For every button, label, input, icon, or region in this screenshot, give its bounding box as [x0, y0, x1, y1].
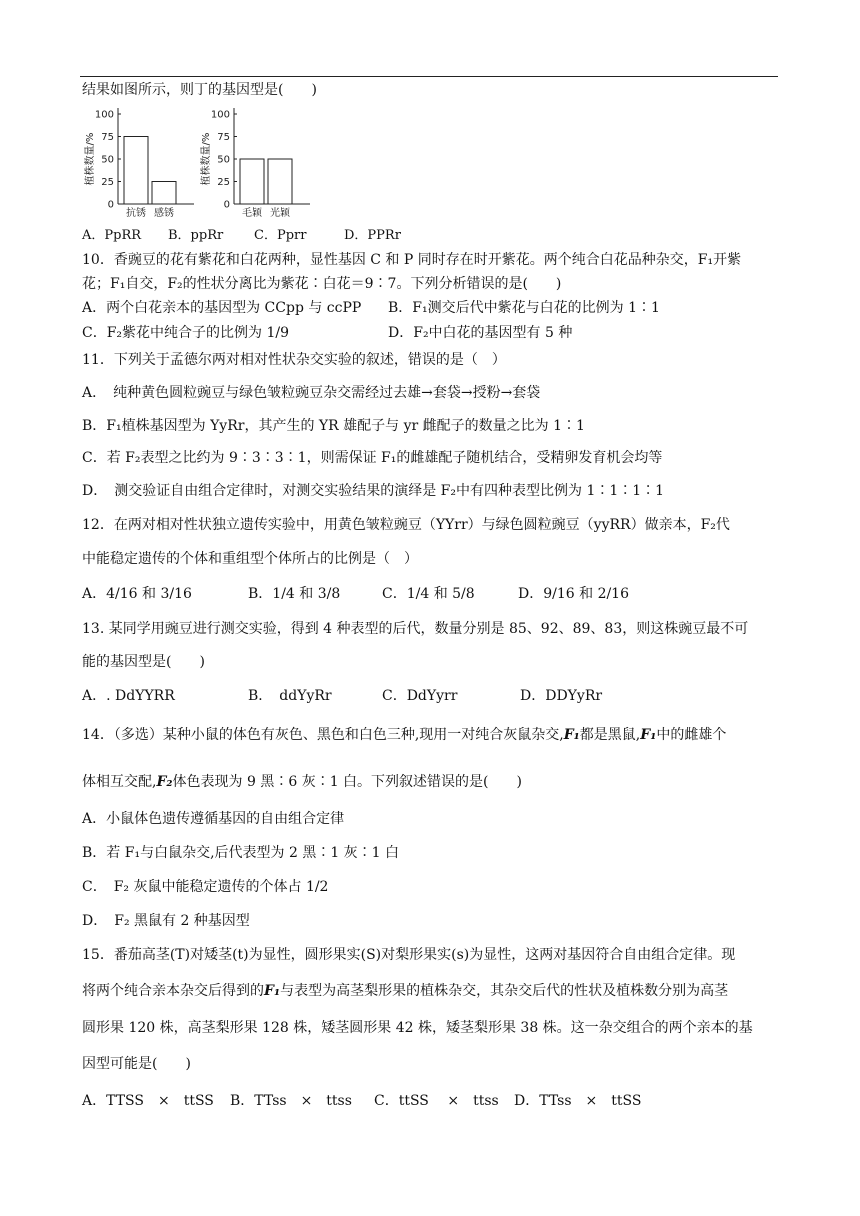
q15-option-b[interactable]: B．TTss × ttss: [230, 1093, 352, 1109]
x-tick-label: 毛颖: [242, 208, 262, 219]
q14-option-b[interactable]: B．若 F₁与白鼠杂交,后代表型为 2 黑∶1 灰∶1 白: [82, 845, 400, 861]
q15-stem-line2: [82, 981, 728, 1001]
bar-毛颖: [240, 159, 264, 204]
q11-option-b[interactable]: B．F₁植株基因型为 YyRr，其产生的 YR 雄配子与 yr 雌配子的数量之比为 1∶1: [82, 418, 585, 434]
q15-f1-label: F₁: [264, 983, 281, 999]
y-tick-label: 50: [101, 154, 114, 166]
q10-options-row2: [82, 323, 572, 343]
q10-option-d[interactable]: D．F₂中白花的基因型有 5 种: [388, 325, 573, 341]
q11-option-c[interactable]: C．若 F₂表型之比约为 9∶3∶3∶1，则需保证 F₁的雌雄配子随机结合，受精卵发育机会均等: [82, 450, 663, 466]
q13-stem-line2: 能的基因型是( ): [82, 654, 205, 670]
q14-stem-text-c: 中的雌雄个: [656, 727, 727, 743]
q15-option-a[interactable]: A．TTSS × ttSS: [82, 1093, 214, 1109]
q9-option-c[interactable]: C．Pprr: [254, 228, 307, 243]
q9-option-a[interactable]: A．PpRR: [82, 228, 142, 243]
q14-f1-label-2: F₁: [640, 727, 657, 743]
q12-stem-line1: 12．在两对相对性状独立遗传实验中，用黄色皱粒豌豆（YYrr）与绿色圆粒豌豆（yyRR）做亲本，F₂代: [82, 517, 730, 533]
q15-stem-line4: 因型可能是( ): [82, 1056, 191, 1072]
y-tick-label: 100: [94, 109, 114, 121]
q13-options: [82, 686, 602, 706]
q11-stem: 11．下列关于孟德尔两对相对性状杂交实验的叙述，错误的是（ ）: [82, 352, 506, 368]
q15-options: [82, 1091, 641, 1111]
q14-option-c[interactable]: C． F₂ 灰鼠中能稳定遗传的个体占 1/2: [82, 879, 329, 895]
q15-stem-line1: 15．番茄高茎(T)对矮茎(t)为显性，圆形果实(S)对梨形果实(s)为显性，这两对基因符合自由组合定律。现: [82, 947, 736, 963]
q15-stem-text-a: 将两个纯合亲本杂交后得到的: [82, 983, 264, 999]
q10-options-row1: [82, 298, 660, 318]
q10-option-a[interactable]: A．两个白花亲本的基因型为 CCpp 与 ccPP: [82, 300, 362, 316]
q10-stem-line2: 花；F₁自交，F₂的性状分离比为紫花∶白花＝9∶7。下列分析错误的是( ): [82, 276, 562, 292]
y-tick-label: 75: [217, 132, 230, 143]
q12-option-b[interactable]: B．1/4 和 3/8: [248, 586, 341, 602]
x-tick-label: 光颖: [270, 208, 290, 219]
y-tick-label: 0: [223, 199, 230, 211]
q13-option-c[interactable]: C．DdYyrr: [382, 688, 458, 704]
x-tick-label: 抗锈: [126, 208, 146, 219]
q15-stem-line3: 圆形果 120 株，高茎梨形果 128 株，矮茎圆形果 42 株，矮茎梨形果 38 株。这一杂交组合的两个亲本的基: [82, 1020, 753, 1036]
y-tick-label: 25: [101, 177, 114, 188]
q12-option-a[interactable]: A．4/16 和 3/16: [82, 586, 192, 602]
q13-option-b[interactable]: B． ddYyRr: [248, 688, 332, 704]
q9-option-d[interactable]: D．PPRr: [344, 228, 401, 243]
q15-option-c[interactable]: C．ttSS × ttss: [374, 1093, 499, 1109]
q14-option-d[interactable]: D． F₂ 黑鼠有 2 种基因型: [82, 913, 250, 929]
q14-stem-text-b: 都是黑鼠,: [579, 727, 641, 743]
q12-stem-line2: 中能稳定遗传的个体和重组型个体所占的比例是（ ）: [82, 551, 418, 567]
q14-stem-line1: [82, 725, 726, 745]
bar-抗锈: [124, 137, 148, 205]
q12-options: [82, 584, 629, 604]
q14-stem-line2: [82, 772, 522, 792]
bar-chart-glume-hair: [196, 104, 316, 222]
q12-option-d[interactable]: D．9/16 和 2/16: [518, 586, 630, 602]
q14-stem-text-e: 体色表现为 9 黑∶6 灰∶1 白。下列叙述错误的是( ): [172, 774, 522, 790]
header-rule: [80, 76, 778, 77]
q12-option-c[interactable]: C．1/4 和 5/8: [382, 586, 475, 602]
q13-option-a[interactable]: A．. DdYYRR: [82, 688, 175, 704]
q15-option-d[interactable]: D．TTss × ttSS: [514, 1093, 642, 1109]
q9-stem: 结果如图所示，则丁的基因型是( ): [82, 82, 317, 98]
q14-stem-text-d: 体相互交配,: [82, 774, 157, 790]
y-tick-label: 75: [101, 132, 114, 143]
q11-option-d[interactable]: D． 测交验证自由组合定律时，对测交实验结果的演绎是 F₂中有四种表型比例为 1∶1∶1∶1: [82, 483, 665, 499]
y-tick-label: 0: [107, 199, 114, 211]
bar-光颖: [268, 159, 292, 204]
y-axis-label: 植株数量/%: [85, 132, 96, 186]
bar-chart-rust-resistance: [80, 104, 200, 222]
q10-option-b[interactable]: B．F₁测交后代中紫花与白花的比例为 1∶1: [388, 300, 660, 316]
q14-option-a[interactable]: A．小鼠体色遗传遵循基因的自由组合定律: [82, 811, 345, 827]
q14-f1-label: F₁: [563, 727, 580, 743]
y-axis-label: 植株数量/%: [201, 132, 212, 186]
q14-stem-text-a: 14．（多选）某种小鼠的体色有灰色、黑色和白色三种,现用一对纯合灰鼠杂交,: [82, 727, 564, 743]
x-tick-label: 感锈: [154, 208, 174, 219]
y-tick-label: 50: [217, 154, 230, 166]
y-tick-label: 25: [217, 177, 230, 188]
q9-option-b[interactable]: B．ppRr: [168, 228, 224, 243]
q11-option-a[interactable]: A． 纯种黄色圆粒豌豆与绿色皱粒豌豆杂交需经过去雄→套袋→授粉→套袋: [82, 385, 541, 401]
bar-感锈: [152, 182, 176, 205]
y-tick-label: 100: [210, 109, 230, 121]
q13-option-d[interactable]: D．DDYyRr: [520, 688, 603, 704]
q10-option-c[interactable]: C．F₂紫花中纯合子的比例为 1/9: [82, 325, 290, 341]
q9-options: [82, 226, 401, 246]
q13-stem-line1: 13. 某同学用豌豆进行测交实验，得到 4 种表型的后代，数量分别是 85、92、89、83，则这株豌豆最不可: [82, 621, 749, 637]
q15-stem-text-b: 与表型为高茎梨形果的植株杂交，其杂交后代的性状及植株数分别为高茎: [280, 983, 729, 999]
q14-f2-label: F₂: [156, 774, 173, 790]
q10-stem-line1: 10．香豌豆的花有紫花和白花两种，显性基因 C 和 P 同时存在时开紫花。两个纯合白花品种杂交，F₁开紫: [82, 252, 742, 268]
